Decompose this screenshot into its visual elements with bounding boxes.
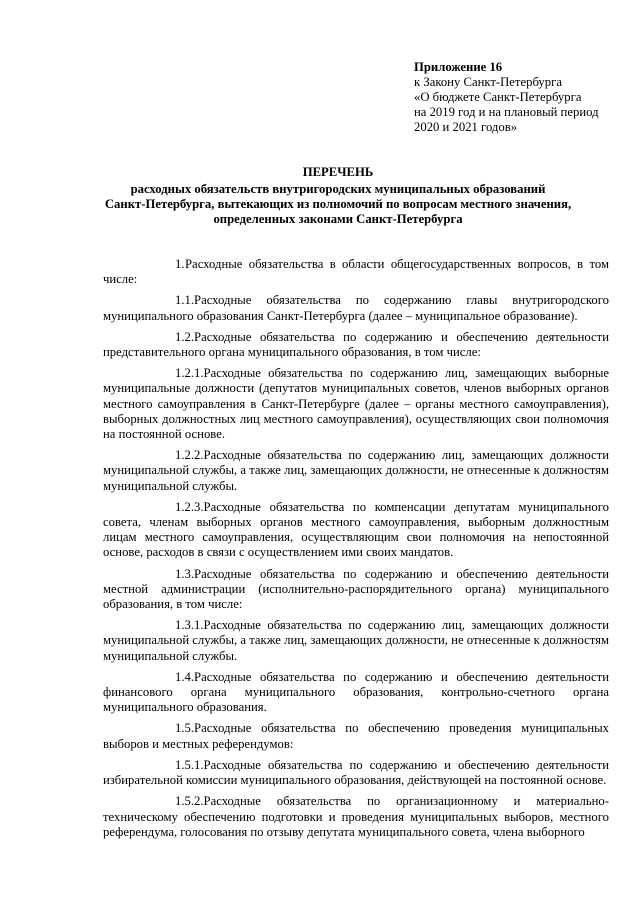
list-item	[103, 758, 609, 788]
item-number: 1.5.2.	[175, 794, 204, 809]
item-number: 1.3.1.	[175, 618, 204, 633]
list-item	[103, 257, 609, 287]
heading-subtitle-line: определенных законами Санкт-Петербурга	[213, 212, 463, 226]
item-text: Расходные обязательства по обеспечению проведения муниципальных выборов и местных референдумов:	[103, 721, 609, 751]
item-text: Расходные обязательства по содержанию и обеспечению деятельности избирательной комиссии муниципального образования, действующей на постоянной основе.	[103, 757, 609, 788]
item-number: 1.5.1.	[175, 757, 204, 772]
appendix-line: на 2019 год и на плановый период	[414, 105, 599, 119]
list-item	[103, 366, 609, 442]
item-text: Расходные обязательства по содержанию лиц, замещающих выборные муниципальные должности (депутатов муниципальных советов, членов выборных органов местного самоуправления в Санкт-Петербурге (далее – органы местного самоуправления), выборных должностных лиц местного самоуправления), осуществляющих свои полномочия на постоянной основе.	[103, 366, 609, 442]
item-text: Расходные обязательства в области общегосударственных вопросов, в том числе:	[103, 257, 609, 287]
item-text: Расходные обязательства по организационному и материально-техническому обеспечению подготовки и проведения муниципальных выборов, местного референдума, голосования по отзыву депутата муниципального совета, члена выборного	[103, 794, 609, 839]
document-body	[103, 257, 609, 846]
appendix-block	[414, 60, 624, 135]
list-item	[103, 448, 609, 494]
item-number: 1.2.	[175, 329, 195, 344]
item-number: 1.1.	[175, 293, 195, 308]
list-item	[103, 330, 609, 360]
heading-subtitle-line: Санкт-Петербурга, вытекающих из полномочий по вопросам местного значения,	[104, 197, 572, 211]
heading-subtitle-line: расходных обязательств внутригородских муниципальных образований	[130, 182, 546, 196]
item-number: 1.4.	[175, 669, 195, 684]
list-item	[103, 500, 609, 561]
appendix-title: Приложение 16	[414, 60, 503, 74]
item-number: 1.2.2.	[175, 448, 204, 463]
item-text: Расходные обязательства по компенсации депутатам муниципального совета, членам выборных органов местного самоуправления, выборным должностным лицам местного самоуправления, осуществляющим свои полномочия на непостоянной основе, расходов в связи с осуществлением ими своих мандатов.	[103, 499, 609, 560]
list-item	[103, 618, 609, 664]
appendix-line: 2020 и 2021 годов»	[414, 120, 518, 134]
item-number: 1.5.	[175, 721, 195, 736]
item-number: 1.	[175, 257, 185, 271]
document-heading	[100, 165, 576, 227]
item-text: Расходные обязательства по содержанию и обеспечению деятельности представительного органа муниципального образования, в том числе:	[103, 329, 609, 360]
list-item	[103, 670, 609, 716]
item-text: Расходные обязательства по содержанию лиц, замещающих должности муниципальной службы, а также лиц, замещающих должности, не отнесенные к должностям муниципальной службы.	[103, 448, 609, 493]
heading-title: ПЕРЕЧЕНЬ	[302, 165, 374, 179]
appendix-line: к Закону Санкт-Петербурга	[414, 75, 562, 89]
item-number: 1.2.1.	[175, 366, 204, 381]
list-item	[103, 721, 609, 751]
list-item	[103, 293, 609, 323]
list-item	[103, 794, 609, 840]
item-text: Расходные обязательства по содержанию лиц, замещающих должности муниципальной службы, а также лиц, замещающих должности, не отнесенные к должностям муниципальной службы.	[103, 618, 609, 663]
item-text: Расходные обязательства по содержанию и обеспечению деятельности местной администрации (исполнительно-распорядительного органа) муниципального образования, в том числе:	[103, 566, 609, 612]
item-number: 1.2.3.	[175, 499, 204, 514]
item-text: Расходные обязательства по содержанию главы внутригородского муниципального образования Санкт-Петербурга (далее – муниципальное образование).	[103, 293, 609, 323]
list-item	[103, 567, 609, 613]
item-text: Расходные обязательства по содержанию и обеспечению деятельности финансового органа муниципального образования, контрольно-счетного органа муниципального образования.	[103, 669, 609, 715]
appendix-line: «О бюджете Санкт-Петербурга	[414, 90, 582, 104]
item-number: 1.3.	[175, 566, 195, 581]
